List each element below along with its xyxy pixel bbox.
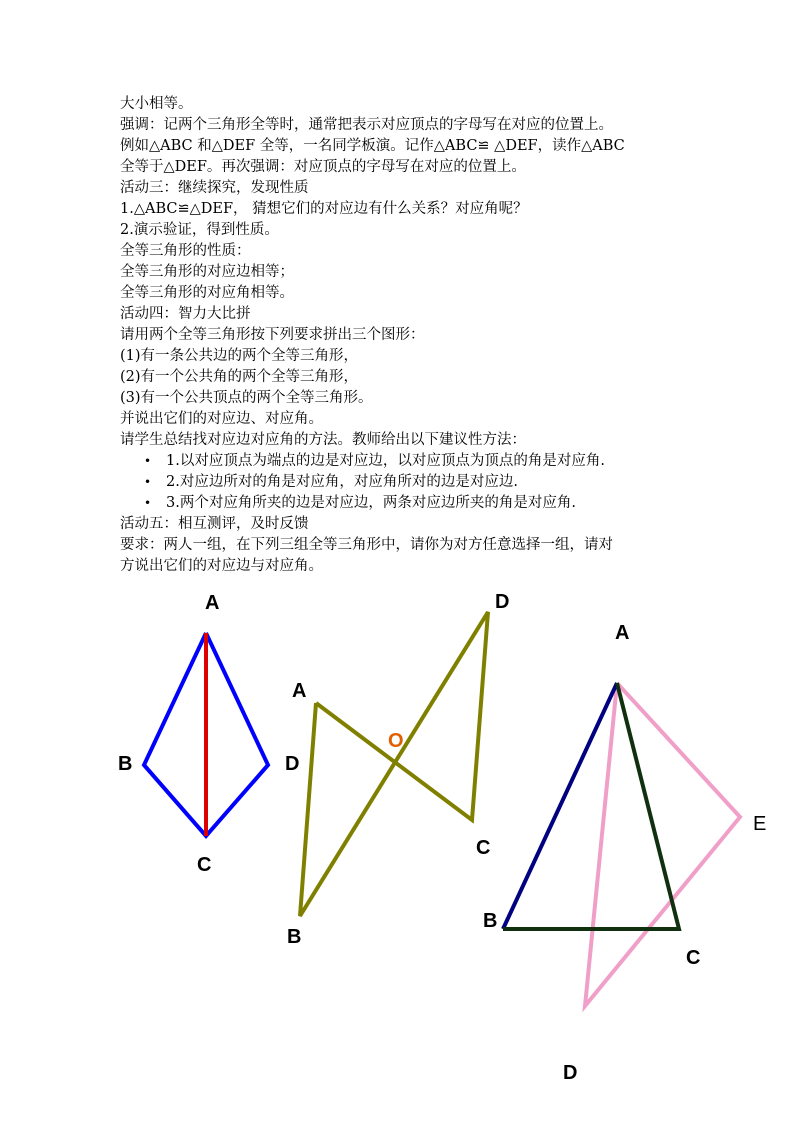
text-line: 活动三：继续探究，发现性质 [120,180,309,196]
figure-kite [118,592,299,876]
vertex-label-a: A [205,592,220,614]
text-line: 全等三角形的对应角相等。 [120,285,294,301]
text-line: 方说出它们的对应边与对应角。 [120,558,323,574]
figure-bowtie [287,591,509,948]
vertex-label-b: B [118,753,133,775]
bullet-text: 3.两个对应角所夹的边是对应边，两条对应边所夹的角是对应角. [166,495,576,511]
bullet-dot-icon: • [144,475,152,489]
text-line: 全等三角形的性质： [120,243,251,259]
text-line: 活动四：智力大比拼 [120,306,251,322]
vertex-label-b: B [287,926,302,948]
text-line: 1.△ABC≌△DEF， 猜想它们的对应边有什么关系？对应角呢？ [120,201,528,217]
bullet-dot-icon: • [144,454,152,468]
bowtie-lines [300,612,491,916]
bullet-text: 1.以对应顶点为端点的边是对应边，以对应顶点为顶点的角是对应角. [166,453,605,469]
text-line: 并说出它们的对应边、对应角。 [120,411,323,427]
vertex-label-b: B [483,910,498,932]
intersection-label-o: O [388,730,404,752]
text-line: (1)有一条公共边的两个全等三角形， [120,348,359,364]
edge-ab [503,683,617,929]
bullet-text: 2.对应边所对的角是对应角，对应角所对的边是对应边. [166,474,518,490]
text-line: 全等于△DEF。再次强调：对应顶点的字母写在对应的位置上。 [120,159,526,175]
text-line: 全等三角形的对应边相等； [120,264,294,280]
figure-shared-vertex [483,622,766,1084]
vertex-label-a: A [292,680,307,702]
text-line: 请用两个全等三角形按下列要求拼出三个图形： [120,327,425,343]
text-line: 大小相等。 [120,96,193,112]
text-line: 例如△ABC 和△DEF 全等，一名同学板演。记作△ABC≌ △DEF，读作△ABC [120,138,625,154]
vertex-label-d: D [285,753,300,775]
text-line: (3)有一个公共顶点的两个全等三角形。 [120,390,373,406]
vertex-label-a: A [615,622,630,644]
vertex-label-e: E [753,813,767,835]
vertex-label-c: C [476,837,491,859]
text-line: 要求：两人一组，在下列三组全等三角形中，请你为对方任意选择一组，请对 [120,537,613,553]
text-line: (2)有一个公共角的两个全等三角形， [120,369,359,385]
text-line: 活动五：相互测评，及时反馈 [120,516,309,532]
bullet-dot-icon: • [144,496,152,510]
vertex-label-d: D [495,591,510,613]
text-line: 请学生总结找对应边对应角的方法。教师给出以下建议性方法： [120,432,526,448]
vertex-label-c: C [686,947,701,969]
vertex-label-d: D [563,1062,578,1084]
text-line: 强调：记两个三角形全等时，通常把表示对应顶点的字母写在对应的位置上。 [120,117,613,133]
text-line: 2.演示验证，得到性质。 [120,222,279,238]
vertex-label-c: C [197,854,212,876]
pink-triangle [585,683,740,1006]
